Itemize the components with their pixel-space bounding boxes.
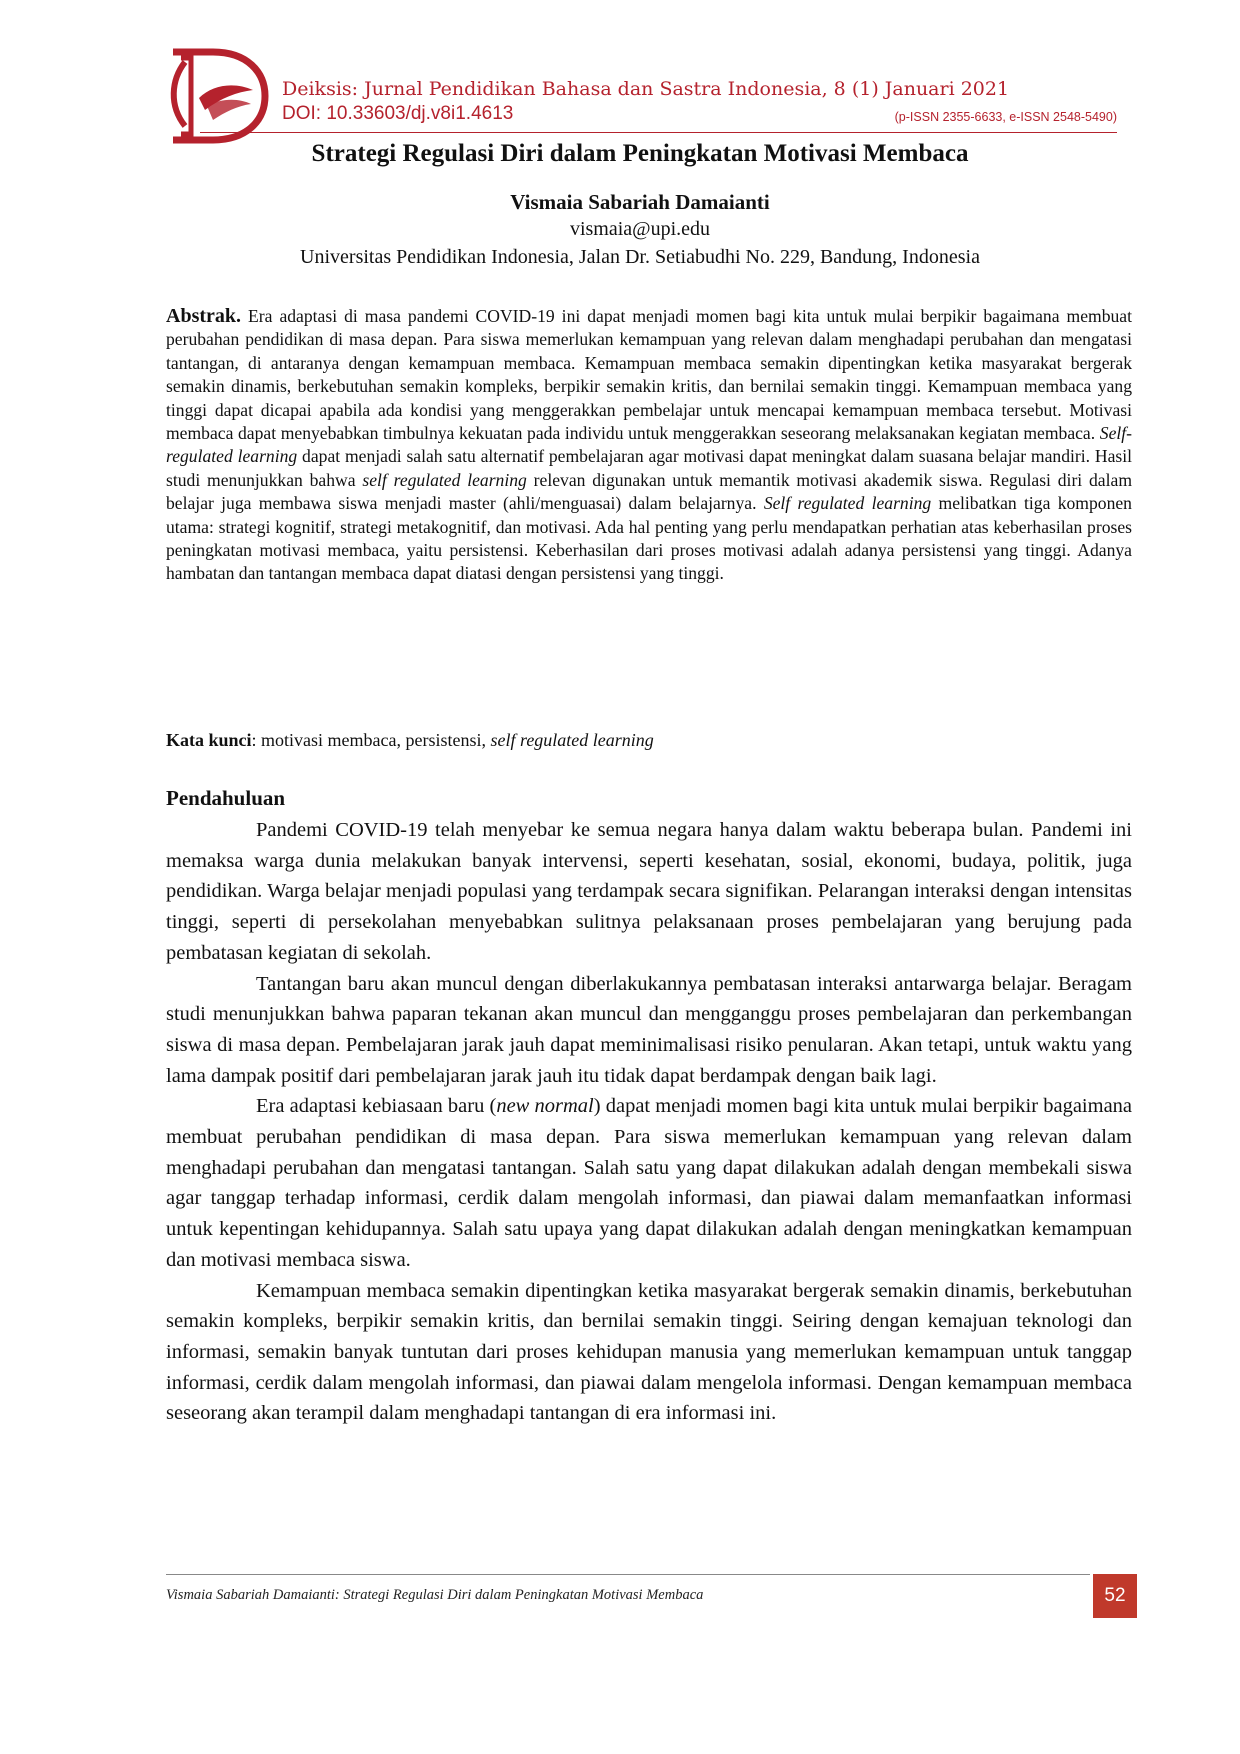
section-body <box>166 815 1132 1429</box>
doi-label: DOI: <box>282 103 322 124</box>
doi-link[interactable]: 10.33603/dj.v8i1.4613 <box>326 103 514 124</box>
keywords <box>166 730 1132 751</box>
paragraph-4: Kemampuan membaca semakin dipentingkan ketika masyarakat bergerak semakin dinamis, berkebutuhan semakin kompleks, berpikir semakin kritis, dan bernilai semakin tinggi. Seiring dengan kemajuan teknologi dan informasi, semakin banyak tuntutan dari proses kehidupan manusia yang memerlukan kemampuan untuk tanggap informasi, cerdik dalam mengolah informasi, dan piawai dalam mengelola informasi. Dengan kemampuan membaca seseorang akan terampil dalam menghadapi tantangan di era informasi ini. <box>166 1279 1132 1425</box>
doi-line <box>282 103 513 125</box>
author-email[interactable]: vismaia@upi.edu <box>569 218 711 240</box>
page-number-badge: 52 <box>1093 1574 1137 1618</box>
abstract-text-4: melibatkan tiga komponen utama: strategi kognitif, strategi metakognitif, dan motivasi. Ada hal penting yang perlu mendapatkan perhatian atas keberhasilan proses peningkatan motivasi membaca, yaitu persistensi. Keberhasilan dari proses motivasi adalah adanya persistensi yang tinggi. Adanya hambatan dan tantangan membaca dapat diatasi dengan persistensi yang tinggi. <box>166 493 1132 584</box>
abstract-text-2: dapat menjadi salah satu alternatif pembelajaran agar motivasi dapat meningkat dalam suasana belajar mandiri. Hasil studi menunjukkan bahwa <box>166 446 1133 490</box>
abstract-italic-2: self regulated learning <box>362 469 527 490</box>
author-name: Vismaia Sabariah Damaianti <box>510 190 770 214</box>
keywords-italic: self regulated learning <box>490 730 654 750</box>
paragraph-3-text-1: Era adaptasi kebiasaan baru ( <box>256 1095 497 1118</box>
running-title: Vismaia Sabariah Damaianti: Strategi Regulasi Diri dalam Peningkatan Motivasi Membaca <box>166 1587 704 1603</box>
issn-info: (p-ISSN 2355-6633, e-ISSN 2548-5490) <box>894 110 1117 124</box>
paragraph-2: Tantangan baru akan muncul dengan diberlakukannya pembatasan interaksi antarwarga belajar. Beragam studi menunjukkan bahwa paparan tekanan akan muncul dan mengganggu proses pembelajaran dan perkembangan siswa di masa depan. Pembelajaran jarak jauh dapat meminimalisasi risiko penularan. Akan tetapi, untuk waktu yang lama dampak positif dari pembelajaran jarak jauh itu tidak dapat berdampak dengan baik lagi. <box>166 972 1132 1087</box>
paragraph-3-text-2: ) dapat menjadi momen bagi kita untuk mulai berpikir bagaimana membuat perubahan pendidikan di masa depan. Para siswa memerlukan kemampuan yang relevan dalam menghadapi perubahan dan mengatasi tantangan. Salah satu yang dapat dilakukan adalah dengan membekali siswa agar tanggap terhadap informasi, cerdik dalam mengolah informasi, dan piawai dalam memanfaatkan informasi untuk kepentingan kehidupannya. Salah satu upaya yang dapat dilakukan adalah dengan meningkatkan kemampuan dan motivasi membaca siswa. <box>166 1095 1133 1271</box>
paragraph-3-italic: new normal <box>496 1095 594 1118</box>
footer-divider <box>166 1574 1090 1575</box>
keywords-text: : motivasi membaca, persistensi, <box>251 730 486 750</box>
keywords-label: Kata kunci <box>166 730 252 750</box>
abstract-label: Abstrak. <box>166 305 242 327</box>
abstract-text-1: Era adaptasi di masa pandemi COVID-19 ini dapat menjadi momen bagi kita untuk mulai berpikir bagaimana membuat perubahan pendidikan di masa depan. Para siswa memerlukan kemampuan yang relevan dalam menghadapi perubahan dan mengatasi tantangan, di antaranya dengan kemampuan membaca. Kemampuan membaca semakin dipentingkan ketika masyarakat bergerak semakin dinamis, berkebutuhan semakin kompleks, berpikir semakin kritis, dan bernilai semakin tinggi. Kemampuan membaca yang tinggi dapat dicapai apabila ada kondisi yang menggerakkan pembelajar untuk mencapai kemampuan membaca tersebut. Motivasi membaca dapat menyebabkan timbulnya kekuatan pada individu untuk menggerakkan seseorang melaksanakan kegiatan membaca. <box>166 306 1133 444</box>
journal-logo-d-icon <box>155 40 275 145</box>
section-heading: Pendahuluan <box>166 786 286 810</box>
header-divider <box>200 132 1117 133</box>
journal-citation: Deiksis: Jurnal Pendidikan Bahasa dan Sastra Indonesia, 8 (1) Januari 2021 <box>282 78 1010 100</box>
abstract-text-3: relevan digunakan untuk memantik motivasi akademik siswa. Regulasi diri dalam belajar juga membawa siswa menjadi master (ahli/menguasai) dalam belajarnya. <box>166 469 1132 514</box>
author-affiliation: Universitas Pendidikan Indonesia, Jalan Dr. Setiabudhi No. 229, Bandung, Indonesia <box>300 246 980 268</box>
abstract-italic-3: Self regulated learning <box>763 493 932 514</box>
paragraph-3 <box>166 1091 1132 1275</box>
abstract <box>166 305 1132 586</box>
article-title: Strategi Regulasi Diri dalam Peningkatan Motivasi Membaca <box>311 140 969 167</box>
abstract-italic-1: Self-regulated learning <box>166 423 1133 467</box>
paragraph-1: Pandemi COVID-19 telah menyebar ke semua negara hanya dalam waktu beberapa bulan. Pandemi ini memaksa warga dunia melakukan banyak intervensi, seperti kesehatan, sosial, ekonomi, budaya, politik, juga pendidikan. Warga belajar menjadi populasi yang terdampak secara signifikan. Pelarangan interaksi dengan intensitas tinggi, seperti di persekolahan menyebabkan sulitnya pelaksanaan proses pembelajaran yang berujung pada pembatasan kegiatan di sekolah. <box>166 819 1132 964</box>
